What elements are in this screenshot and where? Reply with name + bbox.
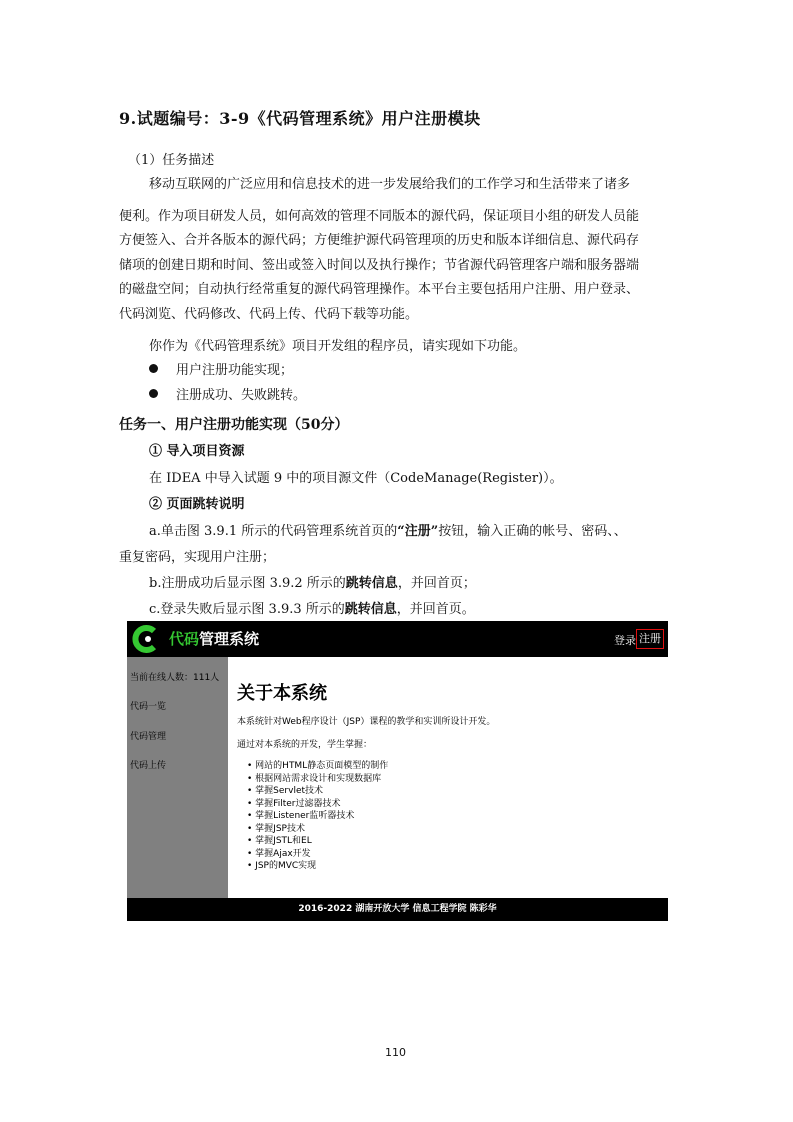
register-link[interactable]: 注册 [636,629,664,649]
feature-item: • 掌握JSTL和EL [247,836,312,846]
paragraph1-line: 代码浏览、代码修改、代码上传、代码下载等功能。 [119,307,419,322]
item-b-pre: b.注册成功后显示图 3.9.2 所示的 [149,576,346,591]
top-bar [127,621,668,657]
about-intro: 本系统针对Web程序设计（JSP）课程的教学和实训所设计开发。 [237,717,496,727]
item-c-bold: 跳转信息 [344,602,397,617]
feature-item: • JSP的MVC实现 [247,861,317,871]
bullet-dot-icon [149,389,158,398]
sub1-text: 在 IDEA 中导入试题 9 中的项目源文件（CodeManage(Register)）。 [149,471,563,486]
online-count: 当前在线人数：111人 [130,673,220,683]
brand-white-text: 管理系统 [199,630,260,648]
item-a-pre: a.单击图 3.9.1 所示的代码管理系统首页的 [149,524,398,539]
sidebar-item-code-list[interactable]: 代码一览 [130,702,167,712]
feature-item: • 掌握Listener监听器技术 [247,811,355,821]
footer: 2016-2022 湖南开放大学 信息工程学院 陈彩华 [127,898,668,921]
item-c-post: ，并回首页。 [396,602,475,617]
paragraph2: 你作为《代码管理系统》项目开发组的程序员，请实现如下功能。 [149,339,527,354]
sidebar-item-code-upload[interactable]: 代码上传 [130,761,167,771]
logo-icon [132,625,162,653]
item-b-post: ，并回首页； [397,576,476,591]
brand-green-text: 代码 [169,630,200,648]
feature-text: 掌握JSP技术 [255,824,305,834]
feature-text: JSP的MVC实现 [255,861,317,871]
system-screenshot [127,621,668,921]
task1-title: 任务一、用户注册功能实现（50分） [119,417,349,433]
feature-text: 掌握Servlet技术 [255,786,324,796]
paragraph1-line: 便利。作为项目研发人员，如何高效的管理不同版本的源代码，保证项目小组的研发人员能 [119,209,640,224]
sidebar-item-code-manage[interactable]: 代码管理 [130,732,167,742]
bullet-dot-icon [149,364,158,373]
feature-text: 掌握JSTL和EL [255,836,312,846]
feature-text: 掌握Ajax开发 [255,849,311,859]
paragraph1-line: 储项的创建日期和时间、签出或签入时间以及执行操作；节省源代码管理客户端和服务器端 [119,258,640,273]
item-a-line2: 重复密码，实现用户注册； [119,550,276,565]
item-b [149,572,476,591]
paragraph1-line: 的磁盘空间；自动执行经常重复的源代码管理操作。本平台主要包括用户注册、用户登录、 [119,282,640,297]
page-number: 110 [385,1046,406,1059]
sub1-title: ① 导入项目资源 [149,444,245,459]
item-c-pre: c.登录失败后显示图 3.9.3 所示的 [149,602,345,617]
feature-item: • 网站的HTML静态页面模型的制作 [247,761,389,771]
feature-text: 掌握Filter过滤器技术 [255,799,341,809]
paragraph1-line: 移动互联网的广泛应用和信息技术的进一步发展给我们的工作学习和生活带来了诸多 [149,177,631,192]
feature-text: 网站的HTML静态页面模型的制作 [255,761,389,771]
sub2-title: ② 页面跳转说明 [149,497,245,512]
about-learn: 通过对本系统的开发，学生掌握： [237,740,373,750]
sidebar [127,657,228,898]
bullet-item: 用户注册功能实现； [176,363,294,378]
item-a [149,520,627,539]
feature-item: • 掌握Servlet技术 [247,786,324,796]
item-a-bold: “注册” [397,524,439,539]
feature-item: • 根据网站需求设计和实现数据库 [247,774,382,784]
feature-item: • 掌握JSP技术 [247,824,305,834]
feature-item: • 掌握Ajax开发 [247,849,311,859]
about-title: 关于本系统 [237,683,327,704]
section-heading: 9.试题编号：3-9《代码管理系统》用户注册模块 [119,109,481,128]
item-b-bold: 跳转信息 [345,576,398,591]
feature-text: 根据网站需求设计和实现数据库 [255,774,382,784]
task-desc-label: （1）任务描述 [128,153,215,168]
paragraph1-line: 方便签入、合并各版本的源代码；方便维护源代码管理项的历史和版本详细信息、源代码存 [119,233,640,248]
bullet-item: 注册成功、失败跳转。 [176,388,307,403]
item-c [149,598,475,617]
feature-text: 掌握Listener监听器技术 [255,811,355,821]
item-a-post: 按钮，输入正确的帐号、密码、、 [438,524,627,539]
feature-item: • 掌握Filter过滤器技术 [247,799,341,809]
brand-title [169,628,259,649]
login-link[interactable]: 登录 [614,634,636,647]
